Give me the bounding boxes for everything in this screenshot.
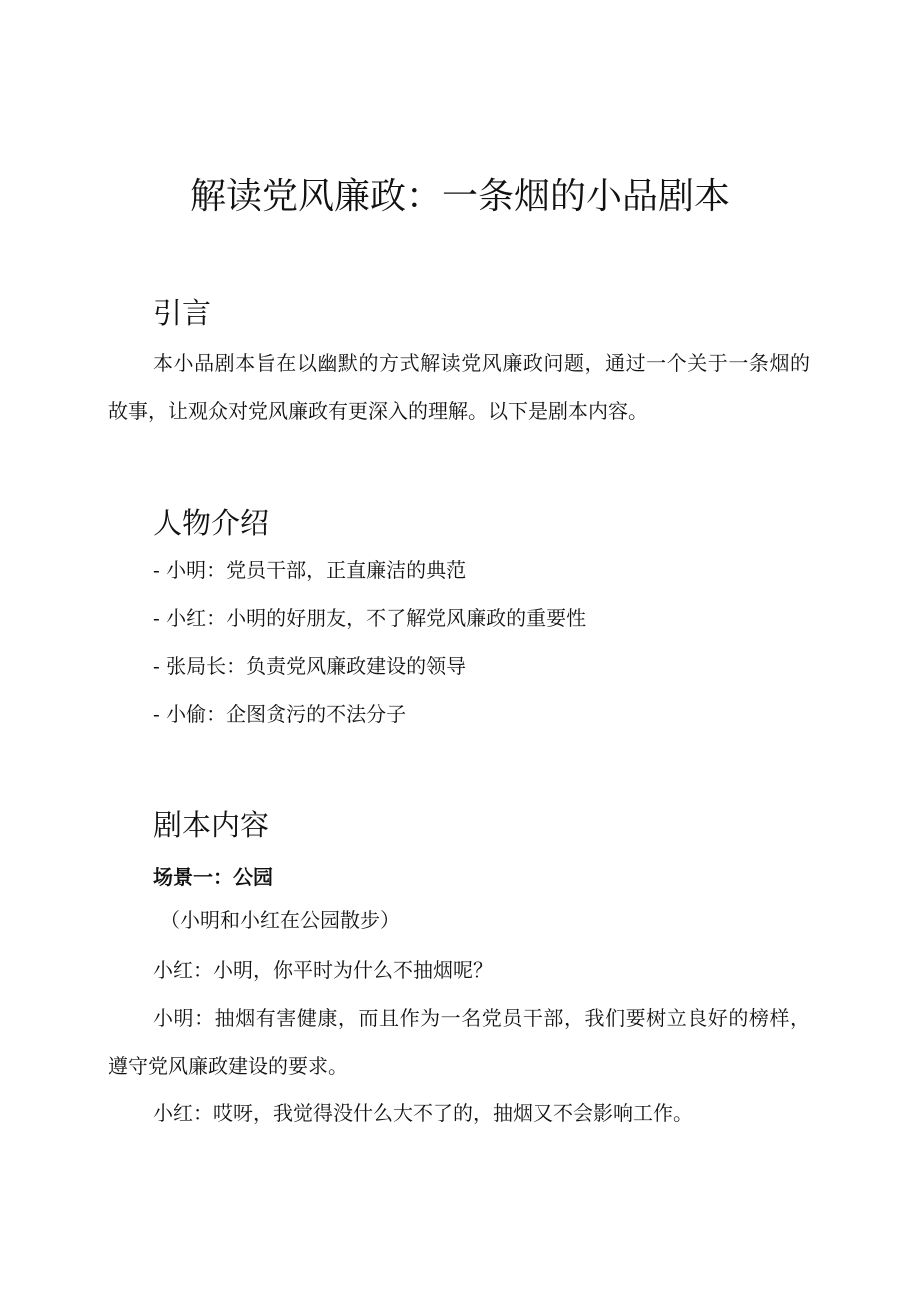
character-item: - 小明：党员干部，正直廉洁的典范 xyxy=(153,558,467,582)
dialogue-line: 小明：抽烟有害健康，而且作为一名党员干部，我们要树立良好的榜样，遵守党风廉政建设的要求。 xyxy=(108,1006,810,1078)
character-item: - 张局长：负责党风廉政建设的领导 xyxy=(153,654,467,678)
intro-heading: 引言 xyxy=(153,296,212,330)
dialogue-line: 小红：哎呀，我觉得没什么大不了的，抽烟又不会影响工作。 xyxy=(153,1101,693,1125)
character-item: - 小红：小明的好朋友，不了解党风廉政的重要性 xyxy=(153,606,587,630)
script-heading: 剧本内容 xyxy=(153,808,270,842)
scene-title: 场景一：公园 xyxy=(153,865,273,889)
character-item: - 小偷：企图贪污的不法分子 xyxy=(153,702,407,726)
dialogue-line: 小红：小明，你平时为什么不抽烟呢？ xyxy=(153,958,493,982)
document-title: 解读党风廉政：一条烟的小品剧本 xyxy=(189,176,730,217)
characters-heading: 人物介绍 xyxy=(153,506,270,540)
stage-direction: （小明和小红在公园散步） xyxy=(160,908,400,932)
intro-paragraph: 本小品剧本旨在以幽默的方式解读党风廉政问题，通过一个关于一条烟的故事，让观众对党风廉政有更深入的理解。以下是剧本内容。 xyxy=(108,351,810,423)
